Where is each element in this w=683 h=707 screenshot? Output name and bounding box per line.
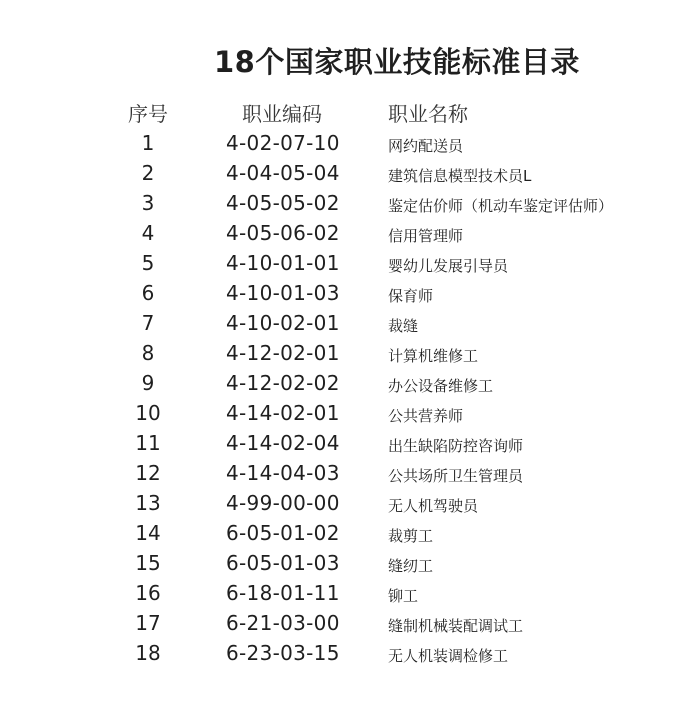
row-name: 缝制机械装配调试工 <box>388 617 524 635</box>
table-row <box>0 639 683 669</box>
row-seq: 7 <box>141 311 155 335</box>
table-row <box>0 279 683 309</box>
row-code: 4-10-01-03 <box>226 281 340 305</box>
row-seq: 4 <box>141 221 155 245</box>
row-seq: 13 <box>135 491 161 515</box>
row-code: 4-10-02-01 <box>226 311 340 335</box>
row-name: 裁剪工 <box>388 527 434 545</box>
row-seq: 1 <box>141 131 155 155</box>
header-name: 职业名称 <box>388 102 468 126</box>
row-seq: 15 <box>135 551 161 575</box>
row-name: 建筑信息模型技术员L <box>388 167 532 185</box>
row-seq: 18 <box>135 641 161 665</box>
table-row <box>0 159 683 189</box>
row-code: 6-05-01-03 <box>226 551 340 575</box>
occupation-list <box>0 129 683 669</box>
row-name: 网约配送员 <box>388 137 464 155</box>
row-name: 出生缺陷防控咨询师 <box>388 437 524 455</box>
row-name: 计算机维修工 <box>388 347 479 365</box>
row-seq: 6 <box>141 281 155 305</box>
table-row <box>0 339 683 369</box>
row-name: 裁缝 <box>388 317 419 335</box>
row-code: 4-05-05-02 <box>226 191 340 215</box>
header-seq: 序号 <box>128 102 168 126</box>
row-code: 4-12-02-02 <box>226 371 340 395</box>
table-header <box>0 98 683 128</box>
row-seq: 16 <box>135 581 161 605</box>
row-code: 6-05-01-02 <box>226 521 340 545</box>
row-code: 4-10-01-01 <box>226 251 340 275</box>
row-code: 6-23-03-15 <box>226 641 340 665</box>
row-name: 公共营养师 <box>388 407 464 425</box>
row-code: 6-18-01-11 <box>226 581 340 605</box>
table-row <box>0 249 683 279</box>
row-code: 4-14-02-04 <box>226 431 340 455</box>
table-row <box>0 369 683 399</box>
row-name: 婴幼儿发展引导员 <box>388 257 509 275</box>
row-name: 缝纫工 <box>388 557 434 575</box>
table-row <box>0 219 683 249</box>
row-code: 4-14-02-01 <box>226 401 340 425</box>
row-name: 公共场所卫生管理员 <box>388 467 524 485</box>
table-row <box>0 609 683 639</box>
row-code: 4-14-04-03 <box>226 461 340 485</box>
table-row <box>0 429 683 459</box>
page-title: 18个国家职业技能标准目录 <box>214 45 580 79</box>
row-seq: 12 <box>135 461 161 485</box>
row-seq: 2 <box>141 161 155 185</box>
table-row <box>0 399 683 429</box>
table-row <box>0 549 683 579</box>
row-seq: 10 <box>135 401 161 425</box>
row-code: 4-05-06-02 <box>226 221 340 245</box>
row-code: 4-99-00-00 <box>226 491 340 515</box>
row-seq: 3 <box>141 191 155 215</box>
header-code: 职业编码 <box>242 102 322 126</box>
row-seq: 8 <box>141 341 155 365</box>
row-code: 6-21-03-00 <box>226 611 340 635</box>
row-name: 铆工 <box>388 587 419 605</box>
table-row <box>0 489 683 519</box>
table-row <box>0 129 683 159</box>
row-name: 办公设备维修工 <box>388 377 494 395</box>
row-name: 无人机驾驶员 <box>388 497 479 515</box>
table-row <box>0 309 683 339</box>
row-name: 无人机装调检修工 <box>388 647 509 665</box>
row-seq: 11 <box>135 431 161 455</box>
row-seq: 14 <box>135 521 161 545</box>
table-row <box>0 519 683 549</box>
table-row <box>0 579 683 609</box>
row-code: 4-12-02-01 <box>226 341 340 365</box>
row-code: 4-04-05-04 <box>226 161 340 185</box>
table-row <box>0 189 683 219</box>
row-name: 信用管理师 <box>388 227 464 245</box>
row-seq: 17 <box>135 611 161 635</box>
row-seq: 5 <box>141 251 155 275</box>
row-name: 保育师 <box>388 287 434 305</box>
table-row <box>0 459 683 489</box>
row-code: 4-02-07-10 <box>226 131 340 155</box>
row-seq: 9 <box>141 371 155 395</box>
row-name: 鉴定估价师（机动车鉴定评估师） <box>388 197 614 215</box>
